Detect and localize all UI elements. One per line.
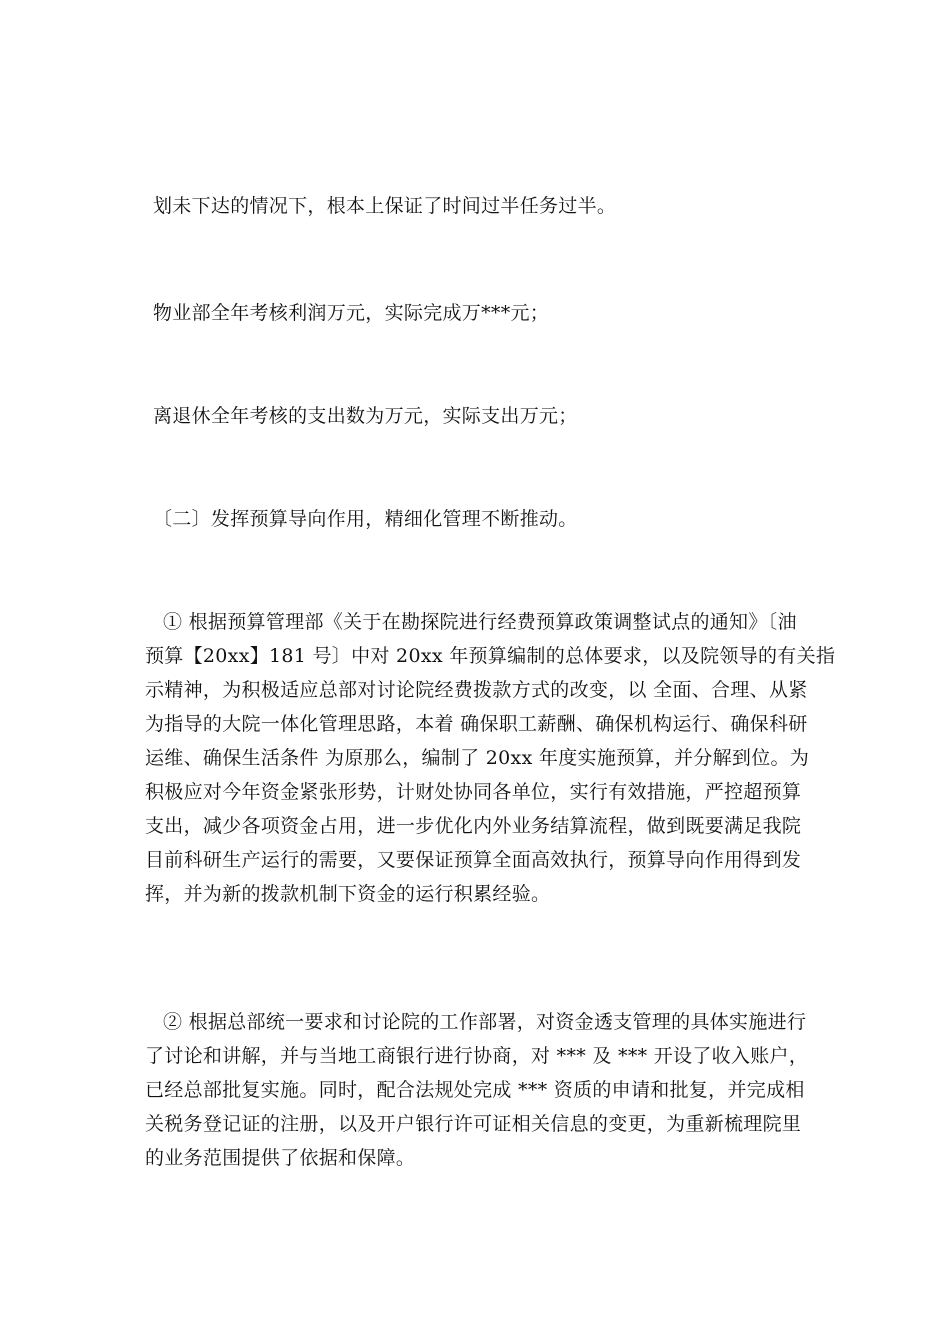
text-line-1: 划未下达的情况下，根本上保证了时间过半任务过半。 — [153, 195, 617, 217]
paragraph-1 — [145, 605, 836, 911]
paragraph-2-line: 已经总部批复实施。同时，配合法规处完成 *** 资质的申请和批复，并完成相 — [145, 1079, 805, 1101]
paragraph-1-line: 挥，并为新的拨款机制下资金的运行积累经验。 — [145, 883, 551, 905]
paragraph-2-line: 了讨论和讲解，并与当地工商银行进行协商，对 *** 及 *** 开设了收入账户， — [145, 1045, 809, 1067]
paragraph-1-line: 示精神，为积极适应总部对讨论院经费拨款方式的改变，以 全面、合理、从紧 — [145, 679, 808, 701]
paragraph-1-line: 预算【20xx】181 号〕中对 20xx 年预算编制的总体要求，以及院领导的有关指 — [145, 645, 836, 667]
paragraph-1-line: 为指导的大院一体化管理思路，本着 确保职工薪酬、确保机构运行、确保科研 — [145, 713, 808, 735]
text-line-2: 物业部全年考核利润万元，实际完成万***元； — [153, 302, 550, 324]
section-heading: 〔二〕发挥预算导向作用，精细化管理不断推动。 — [153, 508, 578, 530]
paragraph-1-line: 目前科研生产运行的需要，又要保证预算全面高效执行，预算导向作用得到发 — [145, 849, 802, 871]
paragraph-2-line: 关税务登记证的注册，以及开户银行许可证相关信息的变更，为重新梳理院里 — [145, 1113, 802, 1135]
text-line-3: 离退休全年考核的支出数为万元，实际支出万元； — [153, 405, 578, 427]
paragraph-2 — [145, 1005, 825, 1175]
paragraph-1-line: 积极应对今年资金紧张形势，计财处协同各单位，实行有效措施，严控超预算 — [145, 781, 802, 803]
paragraph-2-line: 的业务范围提供了依据和保障。 — [145, 1147, 416, 1169]
paragraph-2-line: ② 根据总部统一要求和讨论院的工作部署，对资金透支管理的具体实施进行 — [163, 1011, 807, 1033]
paragraph-1-line: 支出，减少各项资金占用，进一步优化内外业务结算流程，做到既要满足我院 — [145, 815, 802, 837]
paragraph-1-line: 运维、确保生活条件 为原那么，编制了 20xx 年度实施预算，并分解到位。为 — [145, 747, 810, 769]
paragraph-1-line: ① 根据预算管理部《关于在勘探院进行经费预算政策调整试点的通知》〔油 — [163, 611, 797, 633]
